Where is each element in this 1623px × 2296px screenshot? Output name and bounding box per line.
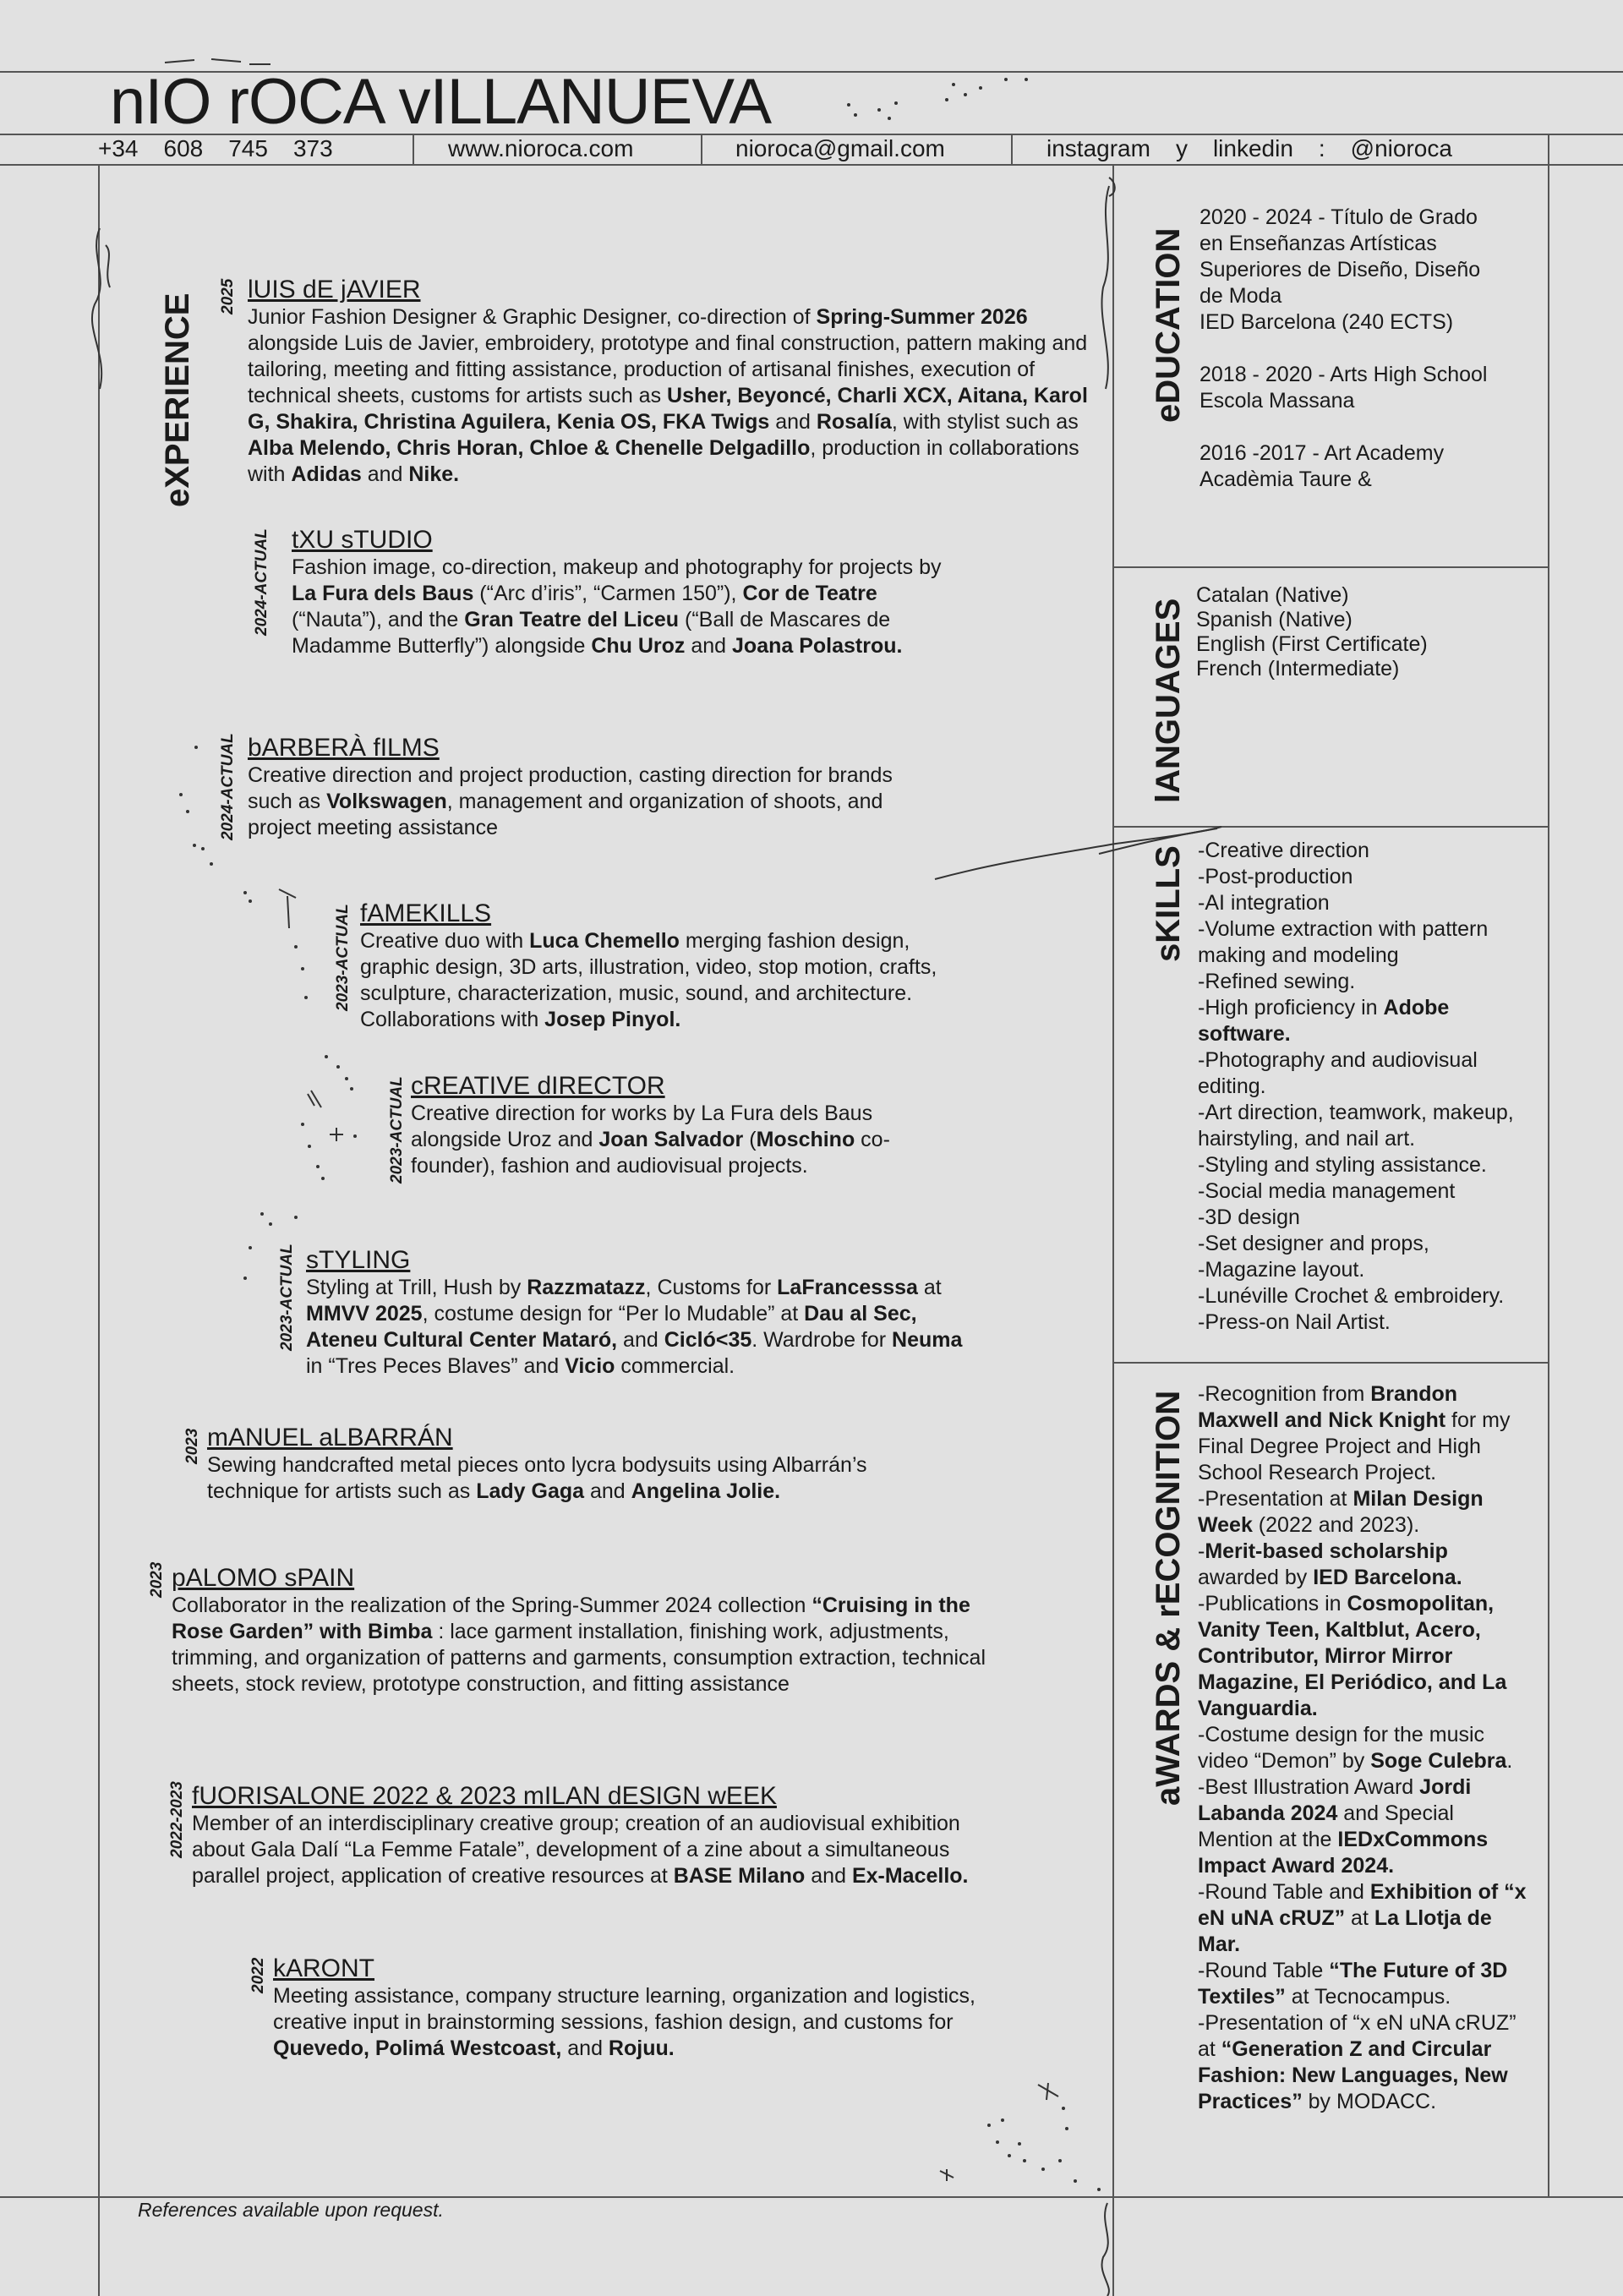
body-text: , costume design for “Per lo Mudable” at [422, 1302, 805, 1326]
experience-entry [248, 276, 1093, 488]
emphasis-text: Cicló<35 [664, 1328, 752, 1352]
emphasis-text: BASE Milano [673, 1864, 806, 1888]
education-line: en Enseñanzas Artísticas [1199, 232, 1437, 255]
header-bottom-rule [0, 164, 1623, 166]
scribble-mark [106, 245, 110, 287]
body-text: -Presentation at [1198, 1487, 1353, 1511]
emphasis-text: Joana Polastrou. [732, 634, 903, 658]
emphasis-text: Exhibition of “x eN uNA cRUZ” [1198, 1880, 1527, 1930]
body-text: -Magazine layout. [1198, 1258, 1365, 1282]
emphasis-text: Quevedo, Polimá Westcoast, [273, 2036, 562, 2060]
experience-date: 2022-2023 [168, 1781, 186, 1858]
footer-rule [0, 2196, 1623, 2198]
body-text: at [1345, 1906, 1374, 1930]
skill-item [1198, 1309, 1536, 1336]
language-item: English (First Certificate) [1196, 632, 1428, 656]
skill-item [1198, 1178, 1536, 1205]
award-item [1198, 1381, 1532, 1486]
skill-item [1198, 1283, 1536, 1309]
experience-title: kARONT [273, 1954, 374, 1982]
emphasis-text: La Fura dels Baus [292, 582, 474, 605]
experience-entry [273, 1954, 1000, 2062]
emphasis-text: Vicio [565, 1354, 615, 1378]
cross-mark [330, 1128, 343, 1141]
award-item [1198, 1774, 1532, 1879]
scribble-mark [92, 228, 101, 389]
body-text: (“Nauta”), and the [292, 608, 465, 631]
body-text: -Publications in [1198, 1592, 1347, 1615]
body-text: -Photography and audiovisual editing. [1198, 1048, 1478, 1098]
emphasis-text: Alba Melendo, Chris Horan, Chloe & Chenelle Delgadillo [248, 436, 811, 460]
body-text: (“Ball de Mascares de Madamme Butterfly”) alongside [292, 608, 891, 658]
body-text: Creative direction for works by La Fura dels Baus alongside Uroz and [411, 1102, 873, 1151]
emphasis-text: Volkswagen [326, 790, 447, 813]
body-text: Collaborator in the realization of the Spring-Summer 2024 collection [172, 1594, 812, 1617]
body-text: -Post-production [1198, 865, 1353, 888]
emphasis-text: Brandon Maxwell and Nick Knight [1198, 1382, 1458, 1432]
body-text: -Recognition from [1198, 1382, 1371, 1406]
skill-item [1198, 1152, 1536, 1178]
skills-bottom-rule [1112, 1362, 1548, 1364]
scribble-mark [1101, 2203, 1108, 2296]
emphasis-text: Adidas [291, 462, 362, 486]
emphasis-text: Soge Culebra [1370, 1749, 1507, 1773]
body-text: and Special Mention at the [1198, 1801, 1454, 1851]
language-item: French (Intermediate) [1196, 657, 1400, 681]
contact-email[interactable]: nioroca@gmail.com [735, 135, 945, 161]
body-text: , production in collaborations with [248, 436, 1079, 486]
skill-item [1198, 838, 1536, 864]
body-text: at [917, 1276, 942, 1299]
body-text: -Art direction, teamwork, makeup, hairstyling, and nail art. [1198, 1101, 1514, 1151]
emphasis-text: IEDxCommons Impact Award 2024. [1198, 1828, 1489, 1878]
skill-item [1198, 1205, 1536, 1231]
skill-item [1198, 890, 1536, 916]
body-text: , Customs for [645, 1276, 778, 1299]
emphasis-text: Nike. [408, 462, 460, 486]
experience-date: 2024-ACTUAL [219, 733, 237, 840]
social-part: instagram [1046, 135, 1150, 161]
column-divider-rule [1112, 164, 1114, 2296]
body-text: and [617, 1328, 664, 1352]
body-text: ( [743, 1128, 757, 1151]
emphasis-text: MMVV 2025 [306, 1302, 423, 1326]
emphasis-text: Neuma [892, 1328, 963, 1352]
experience-entry [207, 1424, 943, 1505]
contact-social[interactable] [1046, 137, 1452, 161]
experience-entry [172, 1564, 1017, 1697]
body-text: Styling at Trill, Hush by [306, 1276, 527, 1299]
experience-title: sTYLING [306, 1246, 411, 1274]
body-text: Fashion image, co-direction, makeup and photography for projects by [292, 555, 942, 579]
experience-date: 2023-ACTUAL [334, 904, 352, 1011]
languages-heading: lANGUAGES [1150, 598, 1187, 803]
emphasis-text: Chu Uroz [591, 634, 686, 658]
phone-part: 745 [228, 135, 268, 161]
footer-note: References available upon request. [138, 2199, 444, 2221]
emphasis-text: “Generation Z and Circular Fashion: New Languages, New Practices” [1198, 2037, 1508, 2113]
emphasis-text: Usher, Beyoncé, Charli XCX, Aitana, Karol G, Shakira, Christina Aguilera, Kenia OS, FKA Twigs [248, 384, 1088, 434]
page-title: nIO rOCA vILLANUEVA [110, 66, 772, 138]
contact-website[interactable]: www.nioroca.com [448, 135, 634, 161]
education-school: Escola Massana [1199, 389, 1355, 413]
skills-list [1198, 838, 1536, 1336]
body-text: and [685, 634, 733, 658]
experience-date: 2022 [249, 1957, 267, 1993]
body-text: alongside Luis de Javier, embroidery, prototype and final construction, pattern making and tailoring, meeting and fitting assistance, production of artisanal finishes, execution of technical sheets, customs for artists such as [248, 331, 1088, 407]
experience-entry [411, 1072, 935, 1179]
experience-description [248, 304, 1093, 488]
social-part: linkedin [1212, 135, 1293, 161]
skills-heading: sKILLS [1150, 845, 1187, 962]
emphasis-text: Lady Gaga [476, 1479, 585, 1503]
skill-item [1198, 1231, 1536, 1257]
body-text: commercial. [615, 1354, 735, 1378]
emphasis-text: La Llotja de Mar. [1198, 1906, 1492, 1956]
emphasis-text: Gran Teatre del Liceu [464, 608, 680, 631]
contact-phone [98, 137, 333, 161]
education-line: Superiores de Diseño, Diseño [1199, 258, 1481, 282]
body-text: (“Arc d’iris”, “Carmen 150”), [473, 582, 743, 605]
body-text: : lace garment installation, finishing work, adjustments, trimming, and organization of patterns and garments, consumption extraction, technical sheets, stock review, prototype construction, and fitting assistance [172, 1620, 986, 1696]
emphasis-text: “The Future of 3D Textiles” [1198, 1959, 1508, 2009]
body-text: , with stylist such as [891, 410, 1079, 434]
cross-mark [279, 889, 296, 928]
emphasis-text: Jordi Labanda 2024 [1198, 1775, 1472, 1825]
experience-description [360, 928, 960, 1033]
education-line: de Moda [1199, 284, 1282, 308]
body-text: -Round Table and [1198, 1880, 1370, 1904]
body-text: and [584, 1479, 631, 1503]
award-item [1198, 1958, 1532, 2010]
emphasis-text: Rosalía [816, 410, 892, 434]
skill-item [1198, 969, 1536, 995]
experience-title: mANUEL aLBARRÁN [207, 1424, 453, 1451]
experience-title: fAMEKILLS [360, 899, 492, 927]
experience-date: 2023-ACTUAL [278, 1244, 296, 1351]
emphasis-text: Luca Chemello [529, 929, 680, 953]
emphasis-text: Cosmopolitan, Vanity Teen, Kaltblut, Acero, Contributor, Mirror Mirror Magazine, El Periódico, and La Vanguardia. [1198, 1592, 1507, 1720]
languages-bottom-rule [1112, 826, 1548, 828]
experience-description [172, 1593, 1017, 1697]
experience-description [273, 1983, 1000, 2062]
phone-part: +34 [98, 135, 139, 161]
experience-date: 2023 [183, 1428, 201, 1464]
emphasis-text: “Cruising in the Rose Garden” with Bimba [172, 1594, 970, 1643]
left-margin-rule [98, 164, 100, 2296]
skill-item [1198, 864, 1536, 890]
emphasis-text: Ex-Macello. [851, 1864, 969, 1888]
emphasis-text: Moschino [756, 1128, 855, 1151]
body-text: -Volume extraction with pattern making and modeling [1198, 917, 1489, 967]
experience-description [207, 1452, 943, 1505]
body-text: -AI integration [1198, 891, 1330, 915]
body-text: by MODACC. [1302, 2090, 1437, 2113]
experience-description [292, 555, 951, 659]
right-margin-rule [1548, 134, 1549, 2196]
award-item [1198, 1539, 1532, 1591]
body-text: -Costume design for the music video “Demon” by [1198, 1723, 1485, 1773]
experience-heading: eXPERIENCE [159, 292, 196, 507]
body-text: merging fashion design, graphic design, 3D arts, illustration, video, stop motion, crafts, sculpture, characterization, music, sound, and architecture. Collaborations with [360, 929, 937, 1031]
experience-title: pALOMO sPAIN [172, 1564, 355, 1592]
experience-date: 2024-ACTUAL [253, 528, 270, 636]
skill-item [1198, 1047, 1536, 1100]
body-text: , management and organization of shoots, and project meeting assistance [248, 790, 883, 839]
contact-divider-3 [1011, 134, 1013, 164]
scribble-mark [1101, 186, 1109, 389]
awards-list [1198, 1381, 1532, 2115]
experience-date: 2023 [148, 1561, 166, 1598]
skill-item [1198, 995, 1536, 1047]
education-line: 2020 - 2024 - Título de Grado [1199, 205, 1478, 229]
experience-date: 2023-ACTUAL [388, 1076, 406, 1184]
body-text: at Tecnocampus. [1285, 1985, 1451, 2009]
emphasis-text: Joan Salvador [598, 1128, 744, 1151]
experience-entry [306, 1246, 982, 1380]
emphasis-text: Rojuu. [608, 2036, 675, 2060]
body-text: -Presentation of “x eN uNA cRUZ” at [1198, 2011, 1516, 2061]
award-item [1198, 1879, 1532, 1958]
body-text: (2022 and 2023). [1252, 1513, 1420, 1537]
body-text: Junior Fashion Designer & Graphic Designer, co-direction of [248, 305, 817, 329]
body-text: -Press-on Nail Artist. [1198, 1310, 1391, 1334]
body-text: and [561, 2036, 609, 2060]
body-text: - [1198, 1539, 1205, 1563]
experience-entry [360, 899, 960, 1033]
social-part: : [1318, 135, 1325, 161]
award-item [1198, 1591, 1532, 1722]
body-text: . [1506, 1749, 1513, 1773]
body-text: -Social media management [1198, 1179, 1456, 1203]
experience-title: bARBERÀ fILMS [248, 734, 440, 762]
experience-title: lUIS dE jAVIER [248, 276, 421, 303]
body-text: for my Final Degree Project and High School Research Project. [1198, 1408, 1511, 1484]
emphasis-text: Spring-Summer 2026 [816, 305, 1028, 329]
phone-part: 608 [163, 135, 204, 161]
emphasis-text: Adobe software. [1198, 996, 1450, 1046]
body-text: and [361, 462, 409, 486]
emphasis-text: Josep Pinyol. [544, 1008, 681, 1031]
body-text: -Set designer and props, [1198, 1232, 1429, 1255]
emphasis-text: Dau al Sec, Ateneu Cultural Center Mataró, [306, 1302, 917, 1352]
emphasis-text: LaFrancesssa [777, 1276, 918, 1299]
body-text: -Refined sewing. [1198, 970, 1356, 993]
body-text: awarded by [1198, 1566, 1314, 1589]
experience-description [192, 1811, 1003, 1889]
body-text: Creative direction and project production, casting direction for brands such as [248, 763, 893, 813]
language-item: Spanish (Native) [1196, 608, 1352, 631]
education-list [1199, 205, 1538, 493]
cross-mark [308, 1091, 321, 1107]
award-item [1198, 2010, 1532, 2115]
award-item [1198, 1722, 1532, 1774]
cross-mark [940, 2169, 954, 2181]
body-text: Meeting assistance, company structure learning, organization and logistics, creative input in brainstorming sessions, fashion design, and customs for [273, 1984, 975, 2034]
body-text: Member of an interdisciplinary creative group; creation of an audiovisual exhibition about Gala Dalí “La Femme Fatale”, development of a zine about a simultaneous parallel project, application of creative resources at [192, 1812, 960, 1888]
body-text: Sewing handcrafted metal pieces onto lycra bodysuits using Albarrán’s technique for artists such as [207, 1453, 867, 1503]
skill-item [1198, 1257, 1536, 1283]
experience-entry [248, 734, 907, 841]
experience-title: fUORISALONE 2022 & 2023 mILAN dESIGN wEEK [192, 1782, 777, 1810]
experience-entry [292, 526, 951, 659]
experience-entry [192, 1782, 1003, 1889]
education-line: 2018 - 2020 - Arts High School [1199, 363, 1488, 386]
skill-item [1198, 916, 1536, 969]
emphasis-text: IED Barcelona. [1313, 1566, 1462, 1589]
body-text: and [769, 410, 817, 434]
body-text: -3D design [1198, 1205, 1300, 1229]
body-text: and [805, 1864, 852, 1888]
body-text: -Best Illustration Award [1198, 1775, 1420, 1799]
body-text: -High proficiency in [1198, 996, 1384, 1020]
body-text: Creative duo with [360, 929, 530, 953]
body-text: -Creative direction [1198, 839, 1369, 862]
experience-description [248, 763, 907, 841]
body-text: . Wardrobe for [751, 1328, 893, 1352]
emphasis-text: Cor de Teatre [742, 582, 877, 605]
social-part: y [1175, 135, 1188, 161]
body-text: in “Tres Peces Blaves” and [306, 1354, 566, 1378]
body-text: -Styling and styling assistance. [1198, 1153, 1487, 1177]
body-text: co-founder), fashion and audiovisual projects. [411, 1128, 890, 1178]
cross-mark [1038, 2083, 1058, 2100]
skill-item [1198, 1100, 1536, 1152]
award-item [1198, 1486, 1532, 1539]
body-text: -Lunéville Crochet & embroidery. [1198, 1284, 1505, 1308]
emphasis-text: Angelina Jolie. [631, 1479, 781, 1503]
experience-description [306, 1275, 982, 1380]
education-school: IED Barcelona (240 ECTS) [1199, 310, 1454, 334]
education-school: Acadèmia Taure & [1199, 467, 1372, 491]
awards-heading: aWARDS & rECOGNITION [1150, 1390, 1187, 1806]
education-bottom-rule [1112, 566, 1548, 568]
body-text: -Round Table [1198, 1959, 1330, 1982]
education-heading: eDUCATION [1150, 227, 1187, 423]
social-part: @nioroca [1350, 135, 1452, 161]
emphasis-text: Milan Design Week [1198, 1487, 1484, 1537]
emphasis-text: Razzmatazz [527, 1276, 646, 1299]
languages-list [1196, 583, 1534, 681]
experience-title: cREATIVE dIRECTOR [411, 1072, 665, 1100]
experience-date: 2025 [219, 278, 237, 314]
education-line: 2016 -2017 - Art Academy [1199, 441, 1445, 465]
experience-title: tXU sTUDIO [292, 526, 433, 554]
experience-description [411, 1101, 935, 1179]
language-item: Catalan (Native) [1196, 583, 1349, 607]
phone-part: 373 [292, 135, 333, 161]
emphasis-text: Merit-based scholarship [1205, 1539, 1448, 1563]
